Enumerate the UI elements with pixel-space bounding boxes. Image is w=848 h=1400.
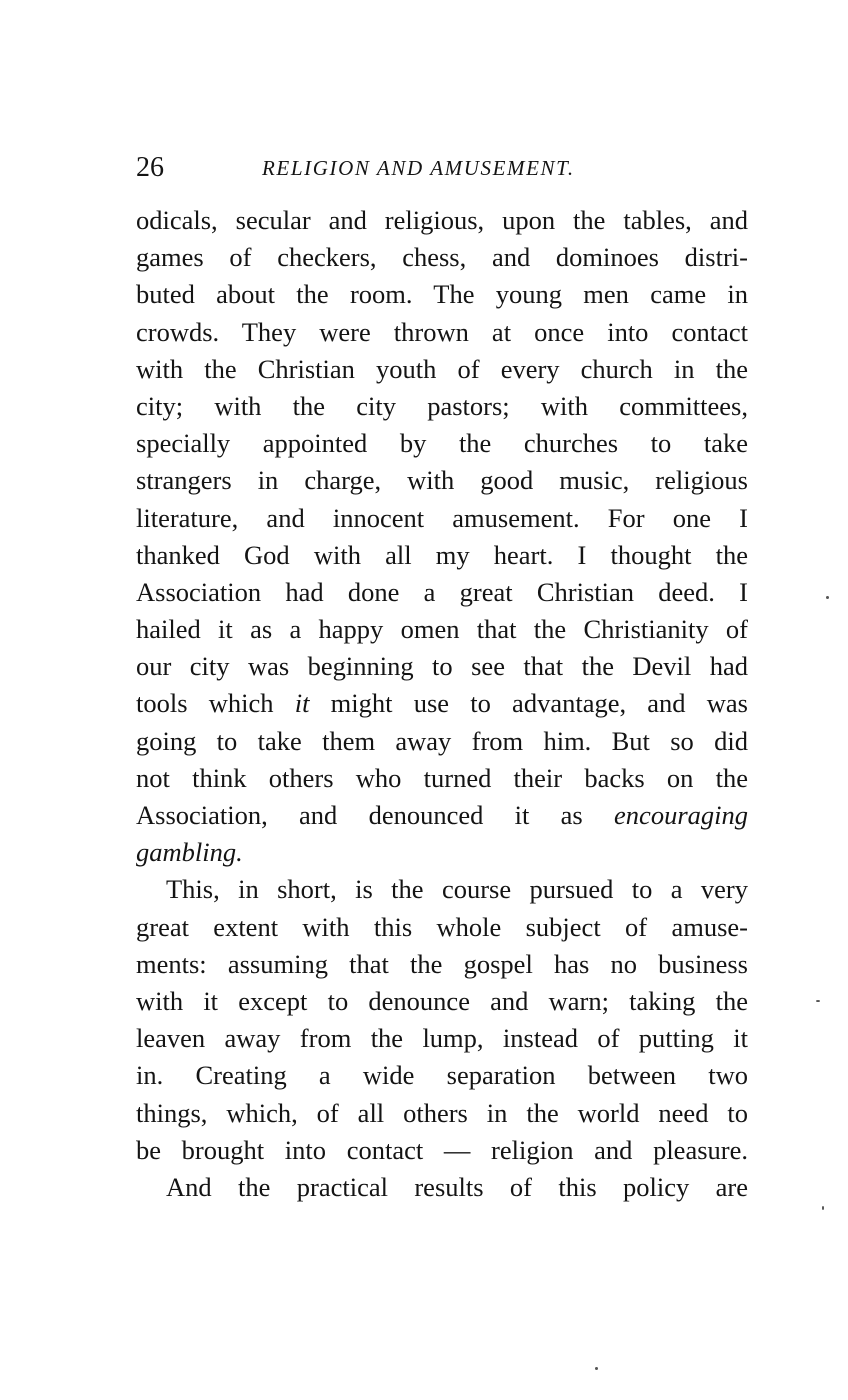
text-line: with the Christian youth of every church in the <box>136 353 748 384</box>
running-head <box>136 150 748 186</box>
paragraph-start-line: This, in short, is the course pursued to a very <box>166 874 748 905</box>
text-line: strangers in charge, with good music, religious <box>136 465 748 496</box>
text-line: going to take them away from him. But so did <box>136 725 748 756</box>
scan-speck <box>816 1000 820 1002</box>
text-line: leaven away from the lump, instead of putting it <box>136 1023 748 1054</box>
text-line: literature, and innocent amusement. For one I <box>136 502 748 533</box>
scan-speck <box>595 1367 598 1370</box>
text-line: games of checkers, chess, and dominoes distri- <box>136 242 748 273</box>
text-line: things, which, of all others in the world need to <box>136 1097 748 1128</box>
text-line: crowds. They were thrown at once into contact <box>136 316 748 347</box>
italic-word: it <box>294 688 310 719</box>
text-line: our city was beginning to see that the Devil had <box>136 651 748 682</box>
text-line: be brought into contact — religion and pleasure. <box>136 1134 748 1165</box>
text-line: great extent with this whole subject of amuse- <box>136 911 748 942</box>
text-line <box>136 834 748 871</box>
running-title: RELIGION AND AMUSEMENT. <box>262 156 575 180</box>
italic-phrase: gambling. <box>136 837 243 868</box>
text-line: Association had done a great Christian deed. I <box>136 576 748 607</box>
text-line <box>136 797 748 834</box>
scan-speck <box>826 596 829 599</box>
text-line: in. Creating a wide separation between two <box>136 1060 748 1091</box>
italic-phrase: encouraging <box>614 800 748 830</box>
page-number: 26 <box>136 152 164 183</box>
paragraph-start-line: And the practical results of this policy are <box>166 1171 748 1202</box>
text-line: specially appointed by the churches to take <box>136 428 748 459</box>
text-line: hailed it as a happy omen that the Christianity of <box>136 614 748 645</box>
text-line: ments: assuming that the gospel has no business <box>136 948 748 979</box>
text-line: thanked God with all my heart. I thought the <box>136 539 748 570</box>
scan-speck <box>822 1206 824 1210</box>
text-line: city; with the city pastors; with committees, <box>136 390 748 421</box>
text-line: with it except to denounce and warn; taking the <box>136 985 748 1016</box>
text-run: Association, and denounced it as <box>136 800 615 830</box>
body-text <box>136 202 748 1206</box>
text-run: tools which <box>136 688 295 719</box>
text-line <box>136 685 748 722</box>
text-line: buted about the room. The young men came in <box>136 279 748 310</box>
text-line: odicals, secular and religious, upon the tables, and <box>136 205 748 235</box>
text-line: not think others who turned their backs on the <box>136 762 748 793</box>
text-run: might use to advantage, and was <box>309 688 748 719</box>
